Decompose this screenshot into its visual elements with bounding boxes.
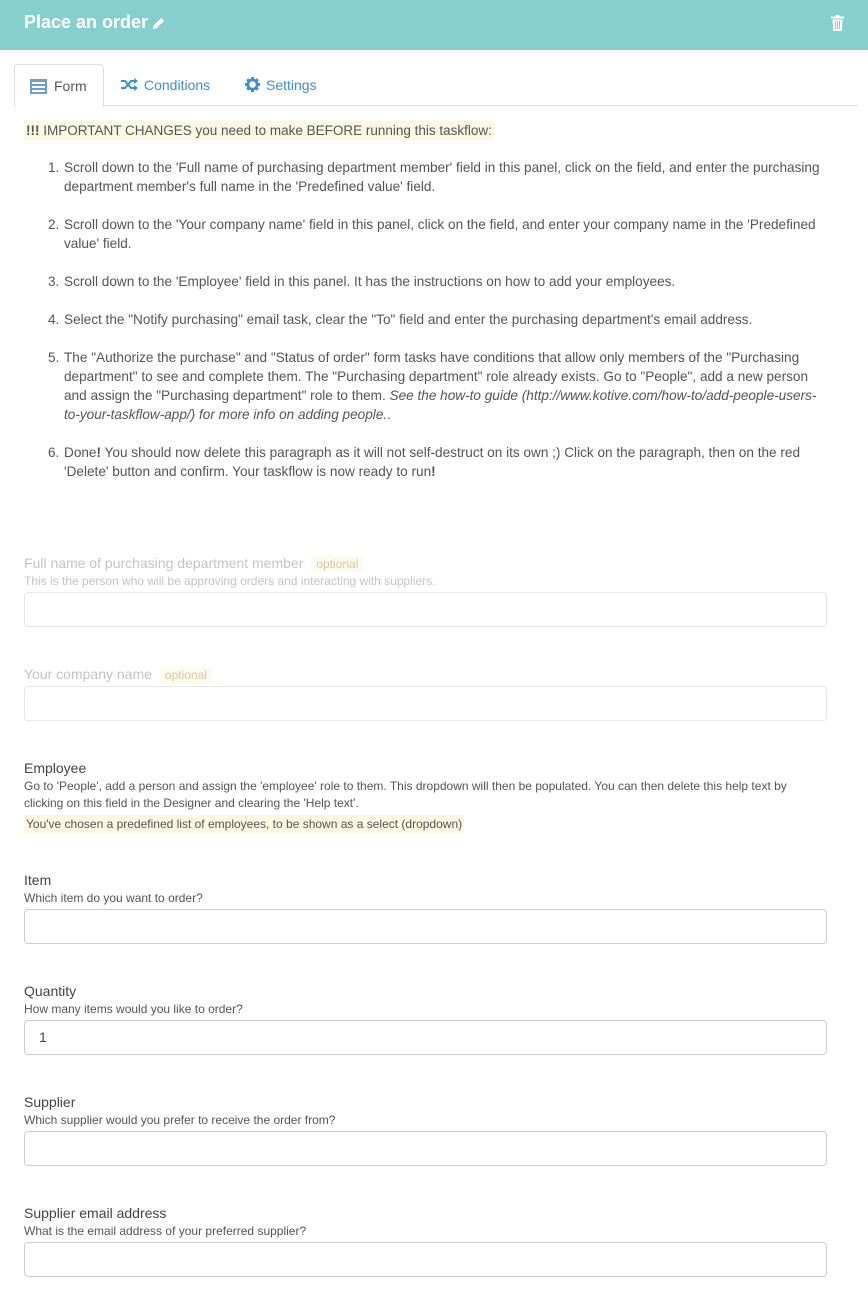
gear-icon <box>245 77 260 92</box>
tab-form-label: Form <box>54 78 87 94</box>
step-text: Scroll down to the 'Full name of purchasing department member' field in this panel, click on the field, and enter the purchasing department member's full name in the 'Predefined value' field. <box>64 160 820 194</box>
full-name-input[interactable] <box>24 592 827 627</box>
warning-prefix: !!! <box>26 123 40 138</box>
quantity-label: Quantity <box>24 983 77 999</box>
step-text: Select the "Notify purchasing" email task, clear the "To" field and enter the purchasing department's email address. <box>64 312 753 327</box>
tab-conditions-label: Conditions <box>144 77 211 93</box>
optional-badge: optional <box>311 556 363 572</box>
employee-note: You've chosen a predefined list of employees, to be shown as a select (dropdown) <box>26 817 463 831</box>
step-text <box>64 348 824 424</box>
full-name-label <box>24 555 363 572</box>
company-name-label-text: Your company name <box>24 666 152 682</box>
step-bang: ! <box>431 464 436 479</box>
tab-settings-label: Settings <box>266 77 317 93</box>
item-label: Item <box>24 872 52 888</box>
full-name-label-text: Full name of purchasing department member <box>24 555 304 571</box>
company-name-label <box>24 666 212 683</box>
optional-badge: optional <box>160 667 212 683</box>
tab-conditions[interactable] <box>118 64 226 106</box>
step-text-done: Done <box>64 445 97 460</box>
supplier-email-input[interactable] <box>24 1242 827 1277</box>
step-bang: ! <box>96 445 102 460</box>
step-number: 2. <box>48 217 60 232</box>
step-text-tail: . <box>387 407 391 422</box>
warning-text: IMPORTANT CHANGES you need to make BEFORE running this taskflow: <box>39 123 492 138</box>
step-text-main: The "Authorize the purchase" and "Status of order" form tasks have conditions that allow only members of the "Purchasing department" to see and complete them. The "Purchasing department" role already exists. Go to "People", add a new person and assign the "Purchasing department" role to them. <box>64 350 809 403</box>
item-input[interactable] <box>24 909 827 944</box>
form-icon <box>30 79 47 94</box>
tab-bar <box>14 64 858 106</box>
tab-settings[interactable] <box>244 64 334 106</box>
quantity-input[interactable]: 1 <box>24 1020 827 1055</box>
important-warning[interactable] <box>24 121 494 140</box>
panel-header <box>0 0 868 50</box>
tab-form[interactable] <box>14 64 104 107</box>
step-number: 1. <box>48 160 60 175</box>
full-name-help: This is the person who will be approving orders and interacting with suppliers. <box>24 574 436 588</box>
panel-title[interactable]: Place an order <box>24 12 149 32</box>
item-help: Which item do you want to order? <box>24 891 203 905</box>
step-number: 3. <box>48 274 60 289</box>
shuffle-icon <box>121 78 138 91</box>
step-text-main: You should now delete this paragraph as it will not self-destruct on its own ;) Click on the paragraph, then on the red 'Delete' button and confirm. Your taskflow is now ready to run <box>64 445 801 479</box>
step-number: 4. <box>48 312 60 327</box>
howto-guide-text: See the how-to guide (http://www.kotive.com/how-to/add-people-users-to-your-taskflow-app/) for more info on adding people. <box>64 388 817 422</box>
supplier-email-help: What is the email address of your preferred supplier? <box>24 1224 307 1238</box>
step-text: Scroll down to the 'Employee' field in this panel. It has the instructions on how to add your employees. <box>64 274 676 289</box>
supplier-label: Supplier <box>24 1094 76 1110</box>
step-text <box>64 443 824 481</box>
pencil-icon[interactable] <box>151 16 166 31</box>
quantity-help: How many items would you like to order? <box>24 1002 243 1016</box>
step-number: 5. <box>48 350 60 365</box>
supplier-help: Which supplier would you prefer to receive the order from? <box>24 1113 336 1127</box>
employee-help: Go to 'People', add a person and assign the 'employee' role to them. This dropdown will then be populated. You can then delete this help text by clicking on this field in the Designer and clearing the 'Help text'. <box>24 779 787 810</box>
supplier-input[interactable] <box>24 1131 827 1166</box>
step-text: Scroll down to the 'Your company name' field in this panel, click on the field, and enter your company name in the 'Predefined value' field. <box>64 217 816 251</box>
employee-label: Employee <box>24 760 87 776</box>
supplier-email-label: Supplier email address <box>24 1205 167 1221</box>
trash-icon[interactable] <box>831 15 844 31</box>
step-number: 6. <box>48 445 60 460</box>
company-name-input[interactable] <box>24 686 827 721</box>
